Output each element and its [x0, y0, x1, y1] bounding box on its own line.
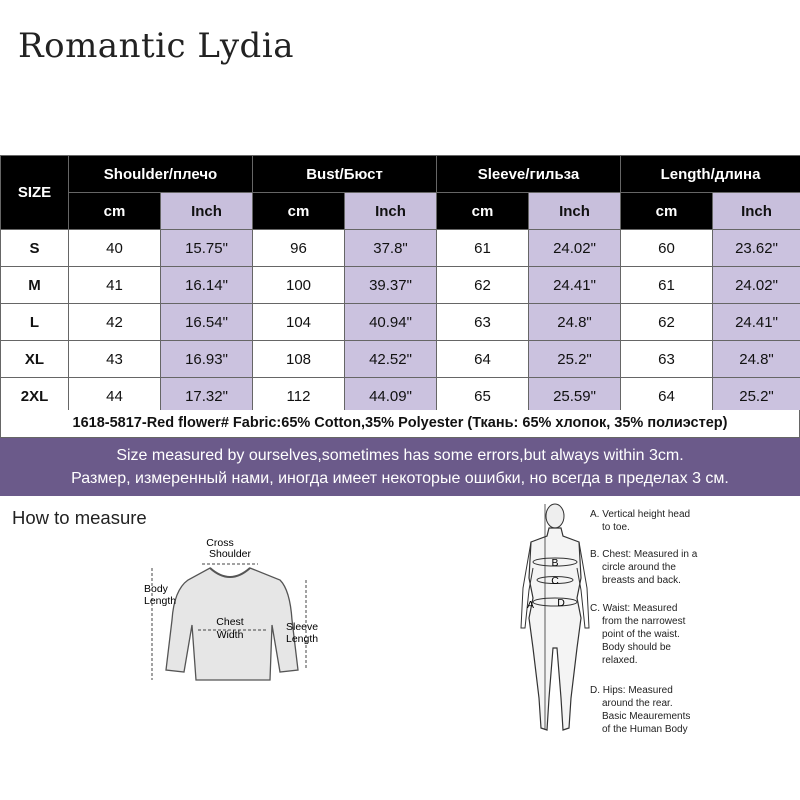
table-row — [1, 304, 800, 341]
label-chest-width-2: Width — [216, 629, 244, 641]
label-sleeve-length-1: Sleeve — [286, 621, 319, 633]
size-label: S — [1, 230, 69, 267]
notice-line-english: Size measured by ourselves,sometimes has some errors,but always within 3cm. — [116, 447, 684, 464]
label-body-length-1: Body — [144, 583, 168, 595]
cell-inch: 24.02" — [713, 267, 800, 304]
unit-cm: cm — [621, 193, 713, 230]
sweater-measure-illustration — [130, 530, 330, 690]
cell-cm: 62 — [437, 267, 529, 304]
cell-cm: 100 — [253, 267, 345, 304]
cell-cm: 42 — [69, 304, 161, 341]
cell-inch: 16.93" — [161, 341, 253, 378]
size-chart-table — [0, 155, 800, 415]
cell-cm: 104 — [253, 304, 345, 341]
cell-cm: 43 — [69, 341, 161, 378]
cell-inch: 23.62" — [713, 230, 800, 267]
note-b: B. Chest: Measured in a circle around the breasts and back. — [590, 549, 698, 586]
cell-inch: 17.32" — [161, 378, 253, 415]
unit-cm: cm — [253, 193, 345, 230]
table-row — [1, 267, 800, 304]
cell-inch: 42.52" — [345, 341, 437, 378]
group-header-length: Length/длина — [621, 156, 800, 193]
unit-inch: Inch — [161, 193, 253, 230]
cell-cm: 41 — [69, 267, 161, 304]
cell-inch: 16.14" — [161, 267, 253, 304]
size-label: 2XL — [1, 378, 69, 415]
cell-inch: 24.8" — [529, 304, 621, 341]
brand-logo: Romantic Lydia — [18, 26, 294, 66]
cell-cm: 63 — [437, 304, 529, 341]
cell-cm: 65 — [437, 378, 529, 415]
table-row — [1, 341, 800, 378]
note-d: D. Hips: Measured around the rear. Basic Meaurements of the Human Body — [590, 685, 691, 735]
cell-inch: 44.09" — [345, 378, 437, 415]
label-body-length-2: Length — [144, 595, 177, 607]
unit-inch: Inch — [529, 193, 621, 230]
cell-cm: 60 — [621, 230, 713, 267]
cell-cm: 112 — [253, 378, 345, 415]
note-a: A. Vertical height head to toe. — [590, 509, 691, 533]
body-letter-d: D — [557, 597, 565, 609]
body-letter-c: C — [551, 575, 559, 587]
cell-inch: 24.02" — [529, 230, 621, 267]
group-header-sleeve: Sleeve/гильза — [437, 156, 621, 193]
body-letter-b: B — [551, 557, 559, 569]
label-cross-shoulder-2: Shoulder — [208, 548, 252, 560]
cell-inch: 15.75" — [161, 230, 253, 267]
cell-inch: 40.94" — [345, 304, 437, 341]
cell-cm: 61 — [437, 230, 529, 267]
cell-inch: 39.37" — [345, 267, 437, 304]
cell-inch: 24.41" — [529, 267, 621, 304]
cell-cm: 64 — [621, 378, 713, 415]
size-label: L — [1, 304, 69, 341]
cell-inch: 25.2" — [713, 378, 800, 415]
group-header-bust: Bust/Бюст — [253, 156, 437, 193]
cell-cm: 108 — [253, 341, 345, 378]
cell-cm: 40 — [69, 230, 161, 267]
fabric-info: 1618-5817-Red flower# Fabric:65% Cotton,35% Polyester (Ткань: 65% хлопок, 35% полиэстер) — [0, 410, 800, 438]
cell-inch: 24.41" — [713, 304, 800, 341]
group-header-shoulder: Shoulder/плечо — [69, 156, 253, 193]
label-sleeve-length-2: Length — [286, 633, 319, 645]
label-chest-width-1: Chest — [216, 616, 244, 628]
label-cross-shoulder-1: Cross — [206, 537, 234, 549]
cell-inch: 25.59" — [529, 378, 621, 415]
cell-cm: 62 — [621, 304, 713, 341]
unit-inch: Inch — [345, 193, 437, 230]
cell-cm: 64 — [437, 341, 529, 378]
body-letter-a: A — [527, 599, 535, 611]
table-row — [1, 378, 800, 415]
how-to-measure-title: How to measure — [12, 507, 147, 528]
cell-inch: 16.54" — [161, 304, 253, 341]
unit-cm: cm — [437, 193, 529, 230]
cell-cm: 63 — [621, 341, 713, 378]
cell-inch: 25.2" — [529, 341, 621, 378]
size-label: XL — [1, 341, 69, 378]
measurement-notice — [0, 438, 800, 496]
cell-cm: 61 — [621, 267, 713, 304]
size-label: M — [1, 267, 69, 304]
cell-inch: 37.8" — [345, 230, 437, 267]
unit-cm: cm — [69, 193, 161, 230]
table-row — [1, 230, 800, 267]
cell-inch: 24.8" — [713, 341, 800, 378]
cell-cm: 96 — [253, 230, 345, 267]
size-header: SIZE — [1, 156, 69, 230]
unit-inch: Inch — [713, 193, 800, 230]
notice-line-russian: Размер, измеренный нами, иногда имеет некоторые ошибки, но всегда в пределах 3 см. — [71, 470, 729, 487]
note-c: C. Waist: Measured from the narrowest point of the waist. Body should be relaxed. — [590, 603, 686, 666]
cell-cm: 44 — [69, 378, 161, 415]
